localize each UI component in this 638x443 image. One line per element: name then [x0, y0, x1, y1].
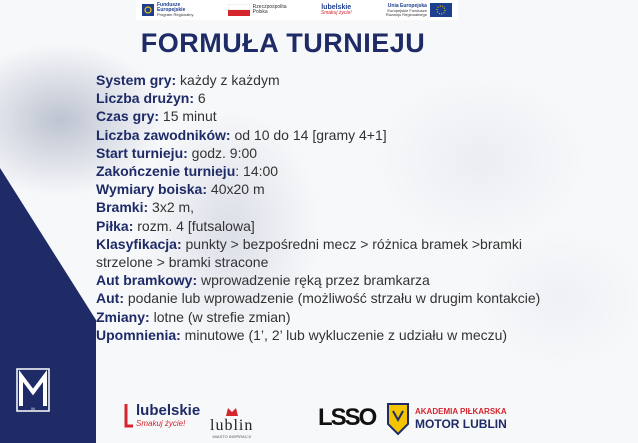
rule-label: Klasyfikacja:: [96, 235, 182, 252]
lsso-name: LSSO: [318, 404, 376, 431]
rule-label: Liczba drużyn:: [96, 90, 195, 107]
akademia-line1: AKADEMIA PIŁKARSKA: [415, 407, 507, 416]
rule-label: Bramki:: [96, 199, 149, 216]
rule-value: 15 minut: [159, 108, 217, 125]
rule-row: [96, 308, 556, 326]
fe-line2: Europejskie: [157, 7, 186, 13]
rule-label: Liczba zawodników:: [96, 126, 231, 143]
rule-row: [96, 289, 556, 307]
rule-value: godz. 9:00: [187, 144, 258, 161]
rule-label: Upomnienia:: [96, 326, 181, 343]
unia-europejska-logo: [386, 1, 452, 19]
akademia-motor-logo: [386, 402, 507, 436]
club-emblem-letter: M: [31, 406, 35, 411]
stars-icon: [142, 4, 154, 16]
sponsor-logos-bar: [0, 398, 638, 443]
fundusze-europejskie-logo: [142, 1, 193, 19]
lubelskie-mark-icon: [124, 402, 134, 428]
rule-value: rozm. 4 [futsalowa]: [133, 217, 255, 234]
eu-line1: Unia Europejska: [387, 2, 427, 9]
rp-line2: Polska: [252, 9, 268, 15]
rule-value: wprowadzenie ręką przez bramkarza: [197, 272, 430, 289]
lubelskie-top-logo: [321, 1, 352, 19]
lublin-name: lublin: [210, 417, 254, 434]
rp-line1: Rzeczpospolita: [252, 4, 287, 10]
rule-row: [96, 162, 556, 180]
akademia-line2: MOTOR LUBLIN: [415, 417, 507, 431]
lubelskie-slogan: Smakuj życie!: [136, 418, 186, 428]
lsso-logo: [318, 404, 375, 432]
rule-row: [96, 126, 556, 144]
rule-value: każdy z każdym: [176, 72, 280, 88]
lub-top-slogan: Smakuj życie!: [320, 10, 352, 16]
rule-label: Czas gry:: [96, 108, 160, 125]
rule-row: [96, 89, 556, 107]
rule-value: od 10 do 14 [gramy 4+1]: [230, 126, 387, 143]
rule-value: lotne (w strefie zmian): [149, 308, 291, 325]
motor-crest-icon: [386, 402, 410, 436]
rule-label: Wymiary boiska:: [96, 181, 208, 198]
rule-row: [96, 180, 556, 198]
rule-value: 3x2 m,: [148, 199, 195, 216]
lubelskie-name: lubelskie: [136, 401, 201, 419]
rule-row: [96, 326, 556, 344]
rules-list: [96, 71, 556, 344]
rule-value: podanie lub wprowadzenie (możliwość strzału w drugim kontakcie): [124, 290, 541, 307]
rule-value: punkty > bezpośredni mecz > różnica bramek >bramki strzelone > bramki stracone: [96, 235, 523, 271]
rule-label: Start turnieju:: [96, 144, 188, 161]
lubelskie-logo: [124, 402, 200, 428]
rule-row: [96, 217, 556, 235]
rule-row: [96, 235, 556, 271]
rule-value: minutowe (1’, 2’ lub wykluczenie z udziału w meczu): [180, 326, 508, 343]
eu-flag-icon: [430, 3, 452, 17]
rule-row: [96, 198, 556, 216]
rule-row: [96, 71, 556, 89]
rule-label: Aut:: [96, 290, 124, 307]
rule-label: System gry:: [96, 72, 177, 88]
polish-flag-icon: [228, 4, 250, 16]
rule-value: : 14:00: [235, 163, 279, 180]
rzeczpospolita-logo: [228, 1, 287, 19]
lublin-sub: MIASTO INSPIRACJI: [212, 434, 251, 439]
rule-label: Aut bramkowy:: [96, 272, 198, 289]
rule-value: 40x20 m: [207, 181, 265, 198]
rule-label: Piłka:: [96, 217, 134, 234]
rule-row: [96, 107, 556, 125]
eu-line3: Rozwoju Regionalnego: [385, 11, 427, 17]
fe-line3: Program Regionalny: [157, 12, 194, 17]
funding-logos-bar: [136, 0, 458, 20]
rule-label: Zmiany:: [96, 308, 150, 325]
rule-row: [96, 271, 556, 289]
rule-label: Zakończenie turnieju: [96, 163, 236, 180]
page-title: FORMUŁA TURNIEJU: [140, 28, 426, 58]
lublin-logo: [210, 406, 253, 439]
rule-row: [96, 144, 556, 162]
lub-top-name: lubelskie: [321, 4, 352, 11]
fe-line1: Fundusze: [157, 2, 181, 8]
rule-value: 6: [194, 90, 206, 107]
eu-line2: Europejskie Fundusze: [387, 7, 427, 13]
